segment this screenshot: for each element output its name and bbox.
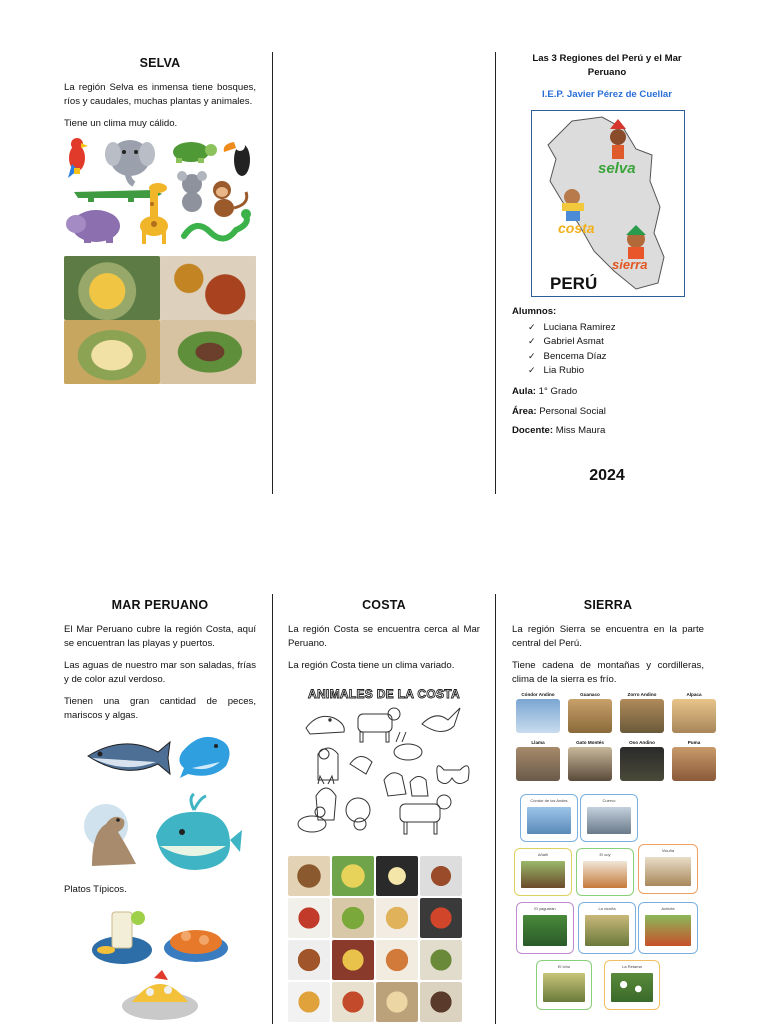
check-icon: ✓	[528, 365, 536, 376]
flash-card: Cuervo	[580, 794, 638, 842]
sierra-text-1: La región Sierra se encuentra en la parte central del Perú.	[512, 624, 704, 650]
costa-title: COSTA	[362, 598, 406, 612]
selva-title: SELVA	[139, 56, 181, 70]
costa-text-2: La región Costa tiene un clima variado.	[288, 659, 455, 671]
divider-bottom-1	[272, 594, 273, 1024]
selva-food-photo	[64, 256, 256, 384]
grid-cell: Alpaca	[672, 692, 716, 733]
mar-food-illustration	[88, 906, 234, 1024]
cover-details	[512, 305, 702, 487]
flash-card: Vicuña	[638, 844, 698, 894]
map-label-selva: selva	[598, 160, 636, 177]
aula-line: Aula: 1° Grado	[512, 386, 578, 398]
divider-top-2	[495, 52, 496, 494]
mar-text-1: El Mar Peruano cubre la región Costa, aquí se encuentran las playas y puertos.	[64, 624, 256, 650]
flash-card: La Retama	[604, 960, 660, 1010]
mar-platos-section	[64, 883, 256, 905]
selva-panel	[64, 54, 256, 139]
selva-text-2: Tiene un clima muy cálido.	[64, 117, 178, 129]
sierra-animals-grid	[516, 692, 720, 782]
students-label: Alumnos:	[512, 306, 557, 317]
list-item: ✓ Bencema Díaz	[528, 350, 702, 364]
map-label-costa: costa	[558, 220, 595, 236]
sierra-title: SIERRA	[583, 598, 633, 612]
sea-animals-illustration	[84, 728, 244, 876]
platos-tipicos-label: Platos Típicos.	[64, 884, 127, 895]
year-label: 2024	[589, 466, 625, 484]
check-icon: ✓	[528, 321, 536, 332]
costa-text-1: La región Costa se encuentra cerca al Mar Peruano.	[288, 624, 480, 650]
grid-cell: Zorro Andino	[620, 692, 664, 733]
map-label-peru: PERÚ	[550, 274, 598, 293]
map-label-sierra: sierra	[612, 257, 648, 272]
grid-cell: Guanaco	[568, 692, 612, 733]
list-item: ✓ Gabriel Asmat	[528, 335, 702, 349]
costa-animals-heading: ANIMALES DE LA COSTA	[308, 687, 460, 701]
grid-cell: Llama	[516, 740, 560, 781]
costa-panel	[288, 596, 480, 681]
divider-bottom-2	[495, 594, 496, 1024]
cover-title	[512, 52, 702, 80]
selva-text-1: La región Selva es inmensa tiene bosques, ríos y caudales, muchas plantas y animales.	[64, 82, 256, 108]
divider-top-1	[272, 52, 273, 494]
mar-panel	[64, 596, 256, 731]
mar-text-2: Las aguas de nuestro mar son saladas, frías y de color azul verdoso.	[64, 659, 256, 685]
area-line: Área: Personal Social	[512, 405, 606, 417]
sierra-panel	[512, 596, 704, 695]
grid-cell: Puma	[672, 740, 716, 781]
flash-card: Cóndor de los Andes	[520, 794, 578, 842]
list-item: ✓ Lia Rubio	[528, 364, 702, 378]
grid-cell: Oso Andino	[620, 740, 664, 781]
grid-cell: Gato Montés	[568, 740, 612, 781]
cover-title-line-2: Peruano	[587, 66, 627, 78]
cover-panel	[512, 52, 702, 102]
sierra-cards	[512, 790, 704, 1024]
list-item: ✓ Luciana Ramirez	[528, 321, 702, 335]
flash-card: Añañi	[514, 848, 572, 896]
costa-food-photos	[288, 856, 464, 1024]
costa-animals-illustration	[288, 684, 480, 846]
school-name: I.E.P. Javier Pérez de Cuellar	[542, 88, 672, 100]
students-list	[528, 321, 702, 379]
flash-card: El yaguarán	[516, 902, 574, 954]
cover-title-line-1: Las 3 Regiones del Perú y el Mar	[532, 53, 682, 64]
peru-map-illustration	[531, 110, 685, 297]
sierra-text-2: Tiene cadena de montañas y cordilleras, clima de la sierra es frío.	[512, 659, 704, 685]
mar-title: MAR PERUANO	[111, 598, 209, 612]
flash-card: El cuy	[576, 848, 634, 896]
check-icon: ✓	[528, 336, 536, 347]
flash-card: El Ichu	[536, 960, 592, 1010]
selva-animals-illustration	[64, 134, 258, 246]
flash-card: La vicuña	[578, 902, 636, 954]
grid-cell: Cóndor Andino	[516, 692, 560, 733]
mar-text-3: Tienen una gran cantidad de peces, mariscos y algas.	[64, 695, 256, 721]
docente-line: Docente: Miss Maura	[512, 425, 606, 437]
check-icon: ✓	[528, 350, 536, 361]
flash-card: Achiote	[638, 902, 698, 954]
